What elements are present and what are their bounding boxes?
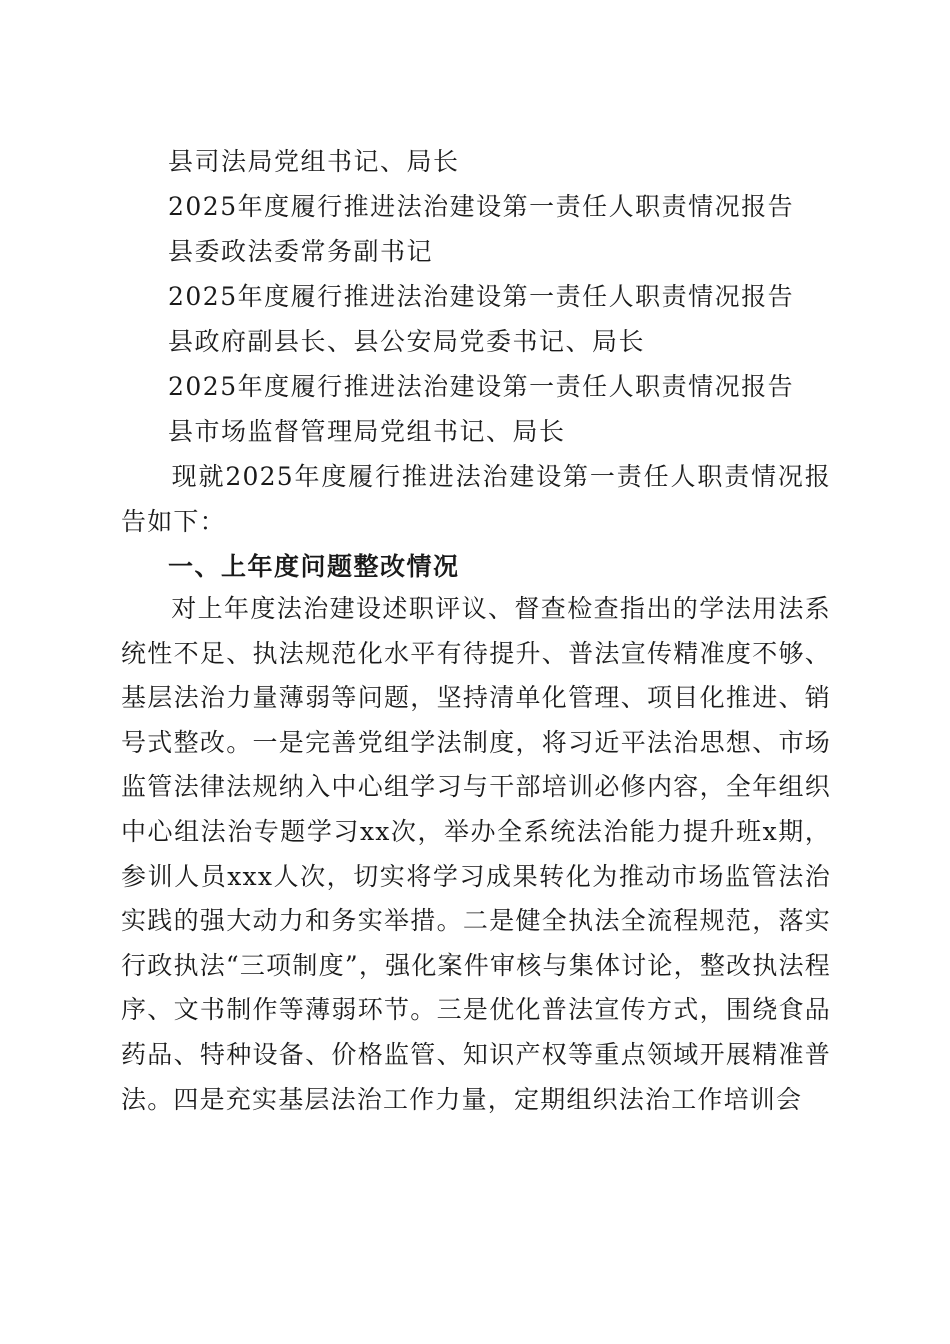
section-heading: 一、上年度问题整改情况	[168, 552, 460, 581]
report-person-line: 县政府副县长、县公安局党委书记、局长	[168, 327, 646, 356]
report-title-line: 2025年度履行推进法治建设第一责任人职责情况报告	[168, 192, 795, 221]
intro-paragraph	[121, 455, 831, 544]
section-paragraph	[121, 587, 831, 1122]
section-paragraph-text: 对上年度法治建设述职评议、督查检查指出的学法用法系统性不足、执法规范化水平有待提升、普法宣传精准度不够、基层法治力量薄弱等问题，坚持清单化管理、项目化推进、销号式整改。一是完善党组学法制度，将习近平法治思想、市场监管法律法规纳入中心组学习与干部培训必修内容，全年组织中心组法治专题学习xx次，举办全系统法治能力提升班x期，参训人员xxx人次，切实将学习成果转化为推动市场监管法治实践的强大动力和务实举措。二是健全执法全流程规范，落实行政执法“三项制度”，强化案件审核与集体讨论，整改执法程序、文书制作等薄弱环节。三是优化普法宣传方式，围绕食品药品、特种设备、价格监管、知识产权等重点领域开展精准普法。四是充实基层法治工作力量，定期组织法治工作培训会	[121, 594, 831, 1114]
report-title-line: 2025年度履行推进法治建设第一责任人职责情况报告	[168, 282, 795, 311]
intro-text: 现就2025年度履行推进法治建设第一责任人职责情况报告如下：	[121, 462, 831, 536]
report-person-line: 县司法局党组书记、局长	[168, 147, 460, 176]
report-person-line: 县委政法委常务副书记	[168, 237, 434, 266]
report-person-line: 县市场监督管理局党组书记、局长	[168, 417, 566, 446]
report-title-line: 2025年度履行推进法治建设第一责任人职责情况报告	[168, 372, 795, 401]
